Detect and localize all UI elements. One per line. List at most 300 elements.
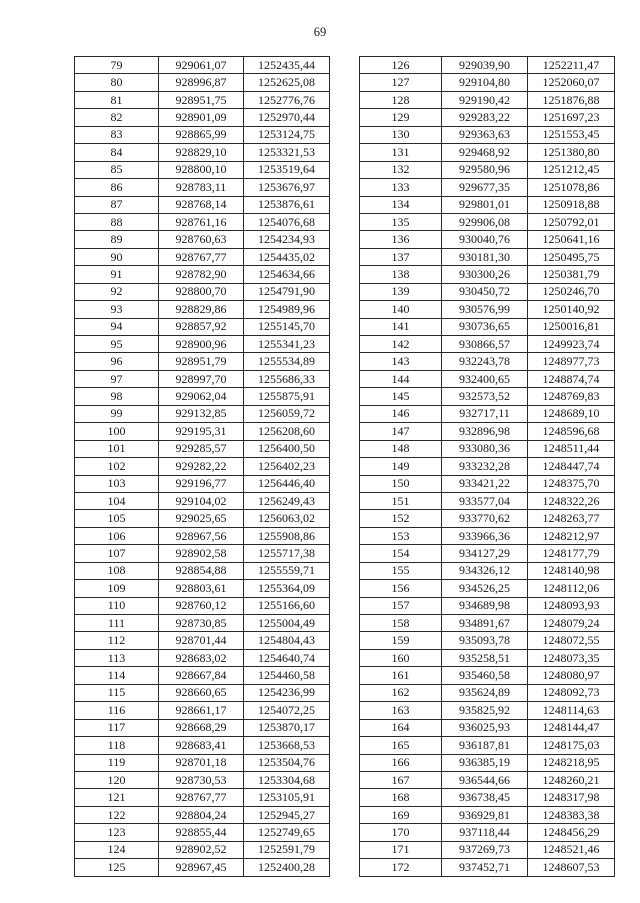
x-coordinate-cell: 928857,92	[159, 318, 244, 335]
x-coordinate-cell: 928951,79	[159, 353, 244, 370]
table-row	[360, 405, 615, 422]
x-coordinate-cell: 928996,87	[159, 74, 244, 91]
point-number-cell: 130	[360, 126, 442, 143]
table-row	[360, 231, 615, 248]
x-coordinate-cell: 933232,28	[442, 458, 528, 475]
point-number-cell: 168	[360, 789, 442, 806]
y-coordinate-cell: 1248521,46	[528, 841, 615, 858]
table-row	[75, 440, 330, 457]
point-number-cell: 120	[75, 771, 159, 788]
table-row	[360, 144, 615, 161]
table-row	[75, 667, 330, 684]
page-number: 69	[313, 25, 327, 39]
y-coordinate-cell: 1254634,66	[244, 266, 330, 283]
table-row	[360, 859, 615, 876]
x-coordinate-cell: 928901,09	[159, 109, 244, 126]
table-row	[75, 806, 330, 823]
table-row	[75, 405, 330, 422]
table-row	[360, 458, 615, 475]
x-coordinate-cell: 928767,77	[159, 248, 244, 265]
y-coordinate-cell: 1250792,01	[528, 213, 615, 230]
table-row	[75, 388, 330, 405]
x-coordinate-cell: 929190,42	[442, 91, 528, 108]
y-coordinate-cell: 1255875,91	[244, 388, 330, 405]
point-number-cell: 106	[75, 527, 159, 544]
y-coordinate-cell: 1248447,74	[528, 458, 615, 475]
point-number-cell: 107	[75, 545, 159, 562]
x-coordinate-cell: 928668,29	[159, 719, 244, 736]
point-number-cell: 103	[75, 475, 159, 492]
x-coordinate-cell: 930736,65	[442, 318, 528, 335]
table-row	[75, 824, 330, 841]
y-coordinate-cell: 1248140,98	[528, 562, 615, 579]
table-row	[75, 475, 330, 492]
x-coordinate-cell: 928667,84	[159, 667, 244, 684]
point-number-cell: 167	[360, 771, 442, 788]
x-coordinate-cell: 935258,51	[442, 649, 528, 666]
point-number-cell: 137	[360, 248, 442, 265]
table-row	[360, 248, 615, 265]
table-row	[360, 301, 615, 318]
y-coordinate-cell: 1251697,23	[528, 109, 615, 126]
table-row	[75, 510, 330, 527]
y-coordinate-cell: 1248769,83	[528, 388, 615, 405]
x-coordinate-cell: 936187,81	[442, 737, 528, 754]
y-coordinate-cell: 1252945,27	[244, 806, 330, 823]
point-number-cell: 131	[360, 144, 442, 161]
table-row	[75, 231, 330, 248]
table-row	[360, 737, 615, 754]
point-number-cell: 160	[360, 649, 442, 666]
y-coordinate-cell: 1256446,40	[244, 475, 330, 492]
point-number-cell: 152	[360, 510, 442, 527]
table-row	[75, 789, 330, 806]
table-row	[360, 510, 615, 527]
point-number-cell: 172	[360, 859, 442, 876]
point-number-cell: 123	[75, 824, 159, 841]
table-row	[360, 580, 615, 597]
point-number-cell: 88	[75, 213, 159, 230]
table-row	[360, 719, 615, 736]
table-row	[75, 597, 330, 614]
point-number-cell: 169	[360, 806, 442, 823]
x-coordinate-cell: 928701,18	[159, 754, 244, 771]
y-coordinate-cell: 1250918,88	[528, 196, 615, 213]
point-number-cell: 136	[360, 231, 442, 248]
x-coordinate-cell: 930181,30	[442, 248, 528, 265]
x-coordinate-cell: 928730,85	[159, 615, 244, 632]
table-row	[75, 702, 330, 719]
table-row	[75, 91, 330, 108]
y-coordinate-cell: 1248456,29	[528, 824, 615, 841]
point-number-cell: 111	[75, 615, 159, 632]
point-number-cell: 114	[75, 667, 159, 684]
table-row	[75, 649, 330, 666]
table-row	[75, 301, 330, 318]
y-coordinate-cell: 1250381,79	[528, 266, 615, 283]
point-number-cell: 108	[75, 562, 159, 579]
table-row	[75, 684, 330, 701]
point-number-cell: 170	[360, 824, 442, 841]
point-number-cell: 90	[75, 248, 159, 265]
point-number-cell: 109	[75, 580, 159, 597]
coordinates-table-left	[74, 56, 330, 877]
x-coordinate-cell: 928803,61	[159, 580, 244, 597]
table-row	[75, 370, 330, 387]
point-number-cell: 154	[360, 545, 442, 562]
point-number-cell: 82	[75, 109, 159, 126]
point-number-cell: 148	[360, 440, 442, 457]
table-row	[75, 248, 330, 265]
x-coordinate-cell: 928768,14	[159, 196, 244, 213]
y-coordinate-cell: 1250140,92	[528, 301, 615, 318]
point-number-cell: 156	[360, 580, 442, 597]
y-coordinate-cell: 1253321,53	[244, 144, 330, 161]
y-coordinate-cell: 1256402,23	[244, 458, 330, 475]
point-number-cell: 96	[75, 353, 159, 370]
point-number-cell: 87	[75, 196, 159, 213]
y-coordinate-cell: 1252776,76	[244, 91, 330, 108]
y-coordinate-cell: 1248073,35	[528, 649, 615, 666]
x-coordinate-cell: 929468,92	[442, 144, 528, 161]
y-coordinate-cell: 1256063,02	[244, 510, 330, 527]
table-row	[75, 737, 330, 754]
x-coordinate-cell: 928800,10	[159, 161, 244, 178]
y-coordinate-cell: 1248322,26	[528, 492, 615, 509]
y-coordinate-cell: 1248144,47	[528, 719, 615, 736]
point-number-cell: 119	[75, 754, 159, 771]
x-coordinate-cell: 929104,02	[159, 492, 244, 509]
y-coordinate-cell: 1252400,28	[244, 859, 330, 876]
table-row	[360, 806, 615, 823]
x-coordinate-cell: 929132,85	[159, 405, 244, 422]
table-row	[75, 161, 330, 178]
x-coordinate-cell: 928967,56	[159, 527, 244, 544]
y-coordinate-cell: 1248114,63	[528, 702, 615, 719]
x-coordinate-cell: 936544,66	[442, 771, 528, 788]
point-number-cell: 84	[75, 144, 159, 161]
x-coordinate-cell: 929195,31	[159, 423, 244, 440]
point-number-cell: 146	[360, 405, 442, 422]
x-coordinate-cell: 935624,89	[442, 684, 528, 701]
table-row	[360, 196, 615, 213]
x-coordinate-cell: 928800,70	[159, 283, 244, 300]
x-coordinate-cell: 932243,78	[442, 353, 528, 370]
table-row	[75, 144, 330, 161]
x-coordinate-cell: 928683,41	[159, 737, 244, 754]
point-number-cell: 118	[75, 737, 159, 754]
x-coordinate-cell: 929104,80	[442, 74, 528, 91]
x-coordinate-cell: 929025,65	[159, 510, 244, 527]
point-number-cell: 135	[360, 213, 442, 230]
table-row	[75, 266, 330, 283]
point-number-cell: 113	[75, 649, 159, 666]
y-coordinate-cell: 1251078,86	[528, 179, 615, 196]
table-row	[75, 545, 330, 562]
point-number-cell: 105	[75, 510, 159, 527]
table-row	[75, 353, 330, 370]
y-coordinate-cell: 1252591,79	[244, 841, 330, 858]
x-coordinate-cell: 928900,96	[159, 336, 244, 353]
y-coordinate-cell: 1255534,89	[244, 353, 330, 370]
x-coordinate-cell: 930040,76	[442, 231, 528, 248]
y-coordinate-cell: 1255341,23	[244, 336, 330, 353]
table-row	[75, 562, 330, 579]
table-row	[75, 771, 330, 788]
point-number-cell: 171	[360, 841, 442, 858]
table-row	[360, 440, 615, 457]
x-coordinate-cell: 935093,78	[442, 632, 528, 649]
x-coordinate-cell: 932400,65	[442, 370, 528, 387]
table-row	[360, 91, 615, 108]
point-number-cell: 149	[360, 458, 442, 475]
table-row	[360, 632, 615, 649]
y-coordinate-cell: 1254236,99	[244, 684, 330, 701]
y-coordinate-cell: 1250246,70	[528, 283, 615, 300]
point-number-cell: 93	[75, 301, 159, 318]
y-coordinate-cell: 1254989,96	[244, 301, 330, 318]
point-number-cell: 94	[75, 318, 159, 335]
point-number-cell: 115	[75, 684, 159, 701]
y-coordinate-cell: 1253105,91	[244, 789, 330, 806]
y-coordinate-cell: 1248080,97	[528, 667, 615, 684]
table-row	[75, 126, 330, 143]
x-coordinate-cell: 930576,99	[442, 301, 528, 318]
y-coordinate-cell: 1248218,95	[528, 754, 615, 771]
y-coordinate-cell: 1254076,68	[244, 213, 330, 230]
table-row	[360, 754, 615, 771]
x-coordinate-cell: 936025,93	[442, 719, 528, 736]
x-coordinate-cell: 929801,01	[442, 196, 528, 213]
y-coordinate-cell: 1256249,43	[244, 492, 330, 509]
table-row	[360, 161, 615, 178]
x-coordinate-cell: 934891,67	[442, 615, 528, 632]
point-number-cell: 143	[360, 353, 442, 370]
y-coordinate-cell: 1248596,68	[528, 423, 615, 440]
point-number-cell: 92	[75, 283, 159, 300]
coordinates-table-left-body	[75, 57, 330, 877]
table-row	[360, 841, 615, 858]
point-number-cell: 162	[360, 684, 442, 701]
point-number-cell: 157	[360, 597, 442, 614]
x-coordinate-cell: 928829,10	[159, 144, 244, 161]
y-coordinate-cell: 1255004,49	[244, 615, 330, 632]
point-number-cell: 97	[75, 370, 159, 387]
y-coordinate-cell: 1248977,73	[528, 353, 615, 370]
point-number-cell: 132	[360, 161, 442, 178]
x-coordinate-cell: 935460,58	[442, 667, 528, 684]
x-coordinate-cell: 934526,25	[442, 580, 528, 597]
table-row	[360, 283, 615, 300]
point-number-cell: 147	[360, 423, 442, 440]
point-number-cell: 126	[360, 57, 442, 74]
y-coordinate-cell: 1255686,33	[244, 370, 330, 387]
point-number-cell: 161	[360, 667, 442, 684]
point-number-cell: 153	[360, 527, 442, 544]
y-coordinate-cell: 1254234,93	[244, 231, 330, 248]
y-coordinate-cell: 1251212,45	[528, 161, 615, 178]
y-coordinate-cell: 1255559,71	[244, 562, 330, 579]
y-coordinate-cell: 1248689,10	[528, 405, 615, 422]
table-row	[360, 266, 615, 283]
coordinates-table-right-body	[360, 57, 615, 877]
x-coordinate-cell: 929580,96	[442, 161, 528, 178]
point-number-cell: 128	[360, 91, 442, 108]
y-coordinate-cell: 1255908,86	[244, 527, 330, 544]
y-coordinate-cell: 1252060,07	[528, 74, 615, 91]
point-number-cell: 124	[75, 841, 159, 858]
table-row	[75, 109, 330, 126]
x-coordinate-cell: 928902,58	[159, 545, 244, 562]
table-row	[75, 527, 330, 544]
y-coordinate-cell: 1248260,21	[528, 771, 615, 788]
table-row	[360, 423, 615, 440]
point-number-cell: 129	[360, 109, 442, 126]
x-coordinate-cell: 929906,08	[442, 213, 528, 230]
table-row	[75, 423, 330, 440]
x-coordinate-cell: 932573,52	[442, 388, 528, 405]
table-row	[75, 336, 330, 353]
x-coordinate-cell: 930300,26	[442, 266, 528, 283]
y-coordinate-cell: 1253676,97	[244, 179, 330, 196]
table-row	[360, 545, 615, 562]
point-number-cell: 100	[75, 423, 159, 440]
y-coordinate-cell: 1254435,02	[244, 248, 330, 265]
x-coordinate-cell: 937452,71	[442, 859, 528, 876]
x-coordinate-cell: 928951,75	[159, 91, 244, 108]
table-row	[360, 824, 615, 841]
y-coordinate-cell: 1253870,17	[244, 719, 330, 736]
x-coordinate-cell: 928865,99	[159, 126, 244, 143]
point-number-cell: 133	[360, 179, 442, 196]
point-number-cell: 165	[360, 737, 442, 754]
point-number-cell: 86	[75, 179, 159, 196]
x-coordinate-cell: 928804,24	[159, 806, 244, 823]
table-row	[360, 475, 615, 492]
y-coordinate-cell: 1252749,65	[244, 824, 330, 841]
table-row	[75, 719, 330, 736]
x-coordinate-cell: 928730,53	[159, 771, 244, 788]
point-number-cell: 155	[360, 562, 442, 579]
x-coordinate-cell: 937269,73	[442, 841, 528, 858]
point-number-cell: 95	[75, 336, 159, 353]
x-coordinate-cell: 933421,22	[442, 475, 528, 492]
point-number-cell: 116	[75, 702, 159, 719]
x-coordinate-cell: 928661,17	[159, 702, 244, 719]
point-number-cell: 91	[75, 266, 159, 283]
table-row	[75, 283, 330, 300]
x-coordinate-cell: 928902,52	[159, 841, 244, 858]
x-coordinate-cell: 928782,90	[159, 266, 244, 283]
table-row	[360, 353, 615, 370]
x-coordinate-cell: 934326,12	[442, 562, 528, 579]
table-row	[360, 771, 615, 788]
y-coordinate-cell: 1249923,74	[528, 336, 615, 353]
table-row	[75, 859, 330, 876]
y-coordinate-cell: 1255166,60	[244, 597, 330, 614]
y-coordinate-cell: 1256208,60	[244, 423, 330, 440]
point-number-cell: 134	[360, 196, 442, 213]
table-row	[360, 492, 615, 509]
y-coordinate-cell: 1248317,98	[528, 789, 615, 806]
table-row	[360, 527, 615, 544]
point-number-cell: 79	[75, 57, 159, 74]
table-row	[360, 179, 615, 196]
table-row	[75, 57, 330, 74]
table-row	[75, 492, 330, 509]
table-row	[75, 754, 330, 771]
x-coordinate-cell: 928967,45	[159, 859, 244, 876]
point-number-cell: 81	[75, 91, 159, 108]
x-coordinate-cell: 929285,57	[159, 440, 244, 457]
table-row	[360, 318, 615, 335]
point-number-cell: 144	[360, 370, 442, 387]
point-number-cell: 164	[360, 719, 442, 736]
point-number-cell: 117	[75, 719, 159, 736]
point-number-cell: 163	[360, 702, 442, 719]
point-number-cell: 112	[75, 632, 159, 649]
table-row	[75, 179, 330, 196]
x-coordinate-cell: 928760,63	[159, 231, 244, 248]
y-coordinate-cell: 1254640,74	[244, 649, 330, 666]
point-number-cell: 141	[360, 318, 442, 335]
x-coordinate-cell: 928660,65	[159, 684, 244, 701]
x-coordinate-cell: 932717,11	[442, 405, 528, 422]
point-number-cell: 125	[75, 859, 159, 876]
table-row	[360, 126, 615, 143]
x-coordinate-cell: 936738,45	[442, 789, 528, 806]
y-coordinate-cell: 1254804,43	[244, 632, 330, 649]
x-coordinate-cell: 933770,62	[442, 510, 528, 527]
y-coordinate-cell: 1256400,50	[244, 440, 330, 457]
y-coordinate-cell: 1248072,55	[528, 632, 615, 649]
y-coordinate-cell: 1253876,61	[244, 196, 330, 213]
point-number-cell: 85	[75, 161, 159, 178]
y-coordinate-cell: 1248874,74	[528, 370, 615, 387]
x-coordinate-cell: 928783,11	[159, 179, 244, 196]
point-number-cell: 104	[75, 492, 159, 509]
y-coordinate-cell: 1253504,76	[244, 754, 330, 771]
x-coordinate-cell: 929283,22	[442, 109, 528, 126]
x-coordinate-cell: 930450,72	[442, 283, 528, 300]
x-coordinate-cell: 934689,98	[442, 597, 528, 614]
table-row	[360, 388, 615, 405]
point-number-cell: 139	[360, 283, 442, 300]
y-coordinate-cell: 1248375,70	[528, 475, 615, 492]
x-coordinate-cell: 936929,81	[442, 806, 528, 823]
point-number-cell: 150	[360, 475, 442, 492]
point-number-cell: 122	[75, 806, 159, 823]
x-coordinate-cell: 937118,44	[442, 824, 528, 841]
y-coordinate-cell: 1250641,16	[528, 231, 615, 248]
y-coordinate-cell: 1250495,75	[528, 248, 615, 265]
y-coordinate-cell: 1248112,06	[528, 580, 615, 597]
table-row	[360, 597, 615, 614]
point-number-cell: 138	[360, 266, 442, 283]
x-coordinate-cell: 928760,12	[159, 597, 244, 614]
coordinates-table-right	[359, 56, 615, 877]
y-coordinate-cell: 1254791,90	[244, 283, 330, 300]
y-coordinate-cell: 1253124,75	[244, 126, 330, 143]
y-coordinate-cell: 1253519,64	[244, 161, 330, 178]
x-coordinate-cell: 928701,44	[159, 632, 244, 649]
table-row	[75, 213, 330, 230]
point-number-cell: 89	[75, 231, 159, 248]
y-coordinate-cell: 1252970,44	[244, 109, 330, 126]
table-row	[75, 615, 330, 632]
point-number-cell: 142	[360, 336, 442, 353]
y-coordinate-cell: 1255717,38	[244, 545, 330, 562]
